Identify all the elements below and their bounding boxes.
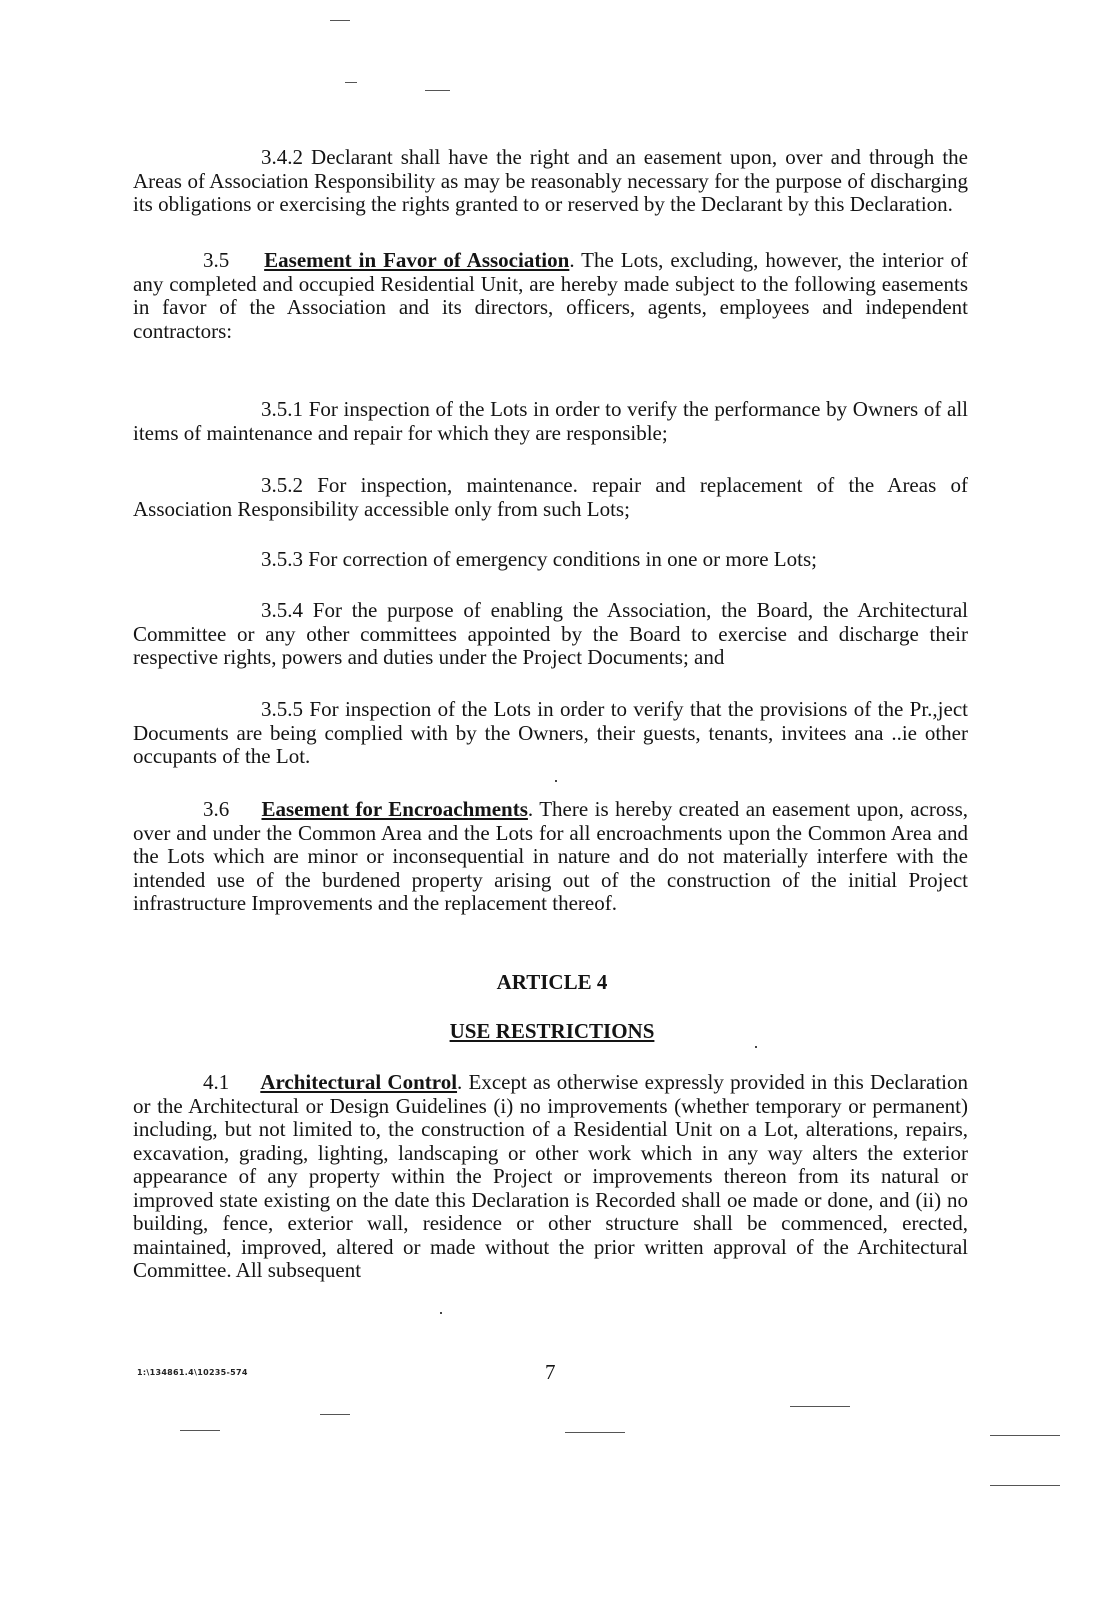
scan-artifact: [990, 1435, 1060, 1436]
section-body: . The Lots, excluding, however, the interior of any completed and occupied Residential Unit, are hereby made subject to the following easements in favor of the Association and its directors, officers, agents, employees and independent contractors:: [133, 248, 968, 343]
scan-artifact: [790, 1406, 850, 1407]
scan-artifact: [180, 1430, 220, 1431]
section-number: 3.5: [203, 248, 230, 272]
scan-artifact: [345, 82, 357, 83]
paragraph-3-5-2: 3.5.2 For inspection, maintenance. repair and replacement of the Areas of Association Responsibility accessible only from such Lots;: [133, 473, 968, 521]
scan-artifact: [330, 20, 350, 21]
scan-artifact: [755, 1046, 757, 1048]
paragraph-4-1: [133, 1071, 968, 1283]
article-title: ARTICLE 4: [496, 970, 608, 994]
paragraph-3-5-1: 3.5.1 For inspection of the Lots in order to verify the performance by Owners of all items of maintenance and repair for which they are responsible;: [133, 397, 968, 445]
section-body: . There is hereby created an easement upon, across, over and under the Common Area and the Lots for all encroachments upon the Common Area and the Lots which are minor or inconsequential in nature and do not materially interfere with the intended use of the burdened property arising out of the construction of the initial Project infrastructure Improvements and the replacement thereof.: [133, 797, 968, 915]
scan-artifact: [555, 780, 557, 782]
scan-artifact: [565, 1432, 625, 1433]
paragraph-3-5: [133, 249, 968, 343]
section-number: 3.6: [203, 797, 230, 821]
scan-artifact: [425, 90, 450, 91]
section-heading: Architectural Control: [260, 1070, 458, 1094]
scan-artifact: [320, 1414, 350, 1415]
scan-artifact: [440, 1312, 442, 1314]
paragraph-3-6: [133, 798, 968, 916]
paragraph-3-4-2: 3.4.2 Declarant shall have the right and an easement upon, over and through the Areas of Association Responsibility as may be reasonably necessary for the purpose of discharging its obligations or exercising the rights granted to or reserved by the Declarant by this Declaration.: [133, 145, 968, 216]
scan-artifact: [990, 1485, 1060, 1486]
section-heading: Easement for Encroachments: [261, 797, 528, 821]
page-number: 7: [545, 1360, 556, 1384]
section-number: 4.1: [203, 1070, 230, 1094]
paragraph-3-5-4: 3.5.4 For the purpose of enabling the Association, the Board, the Architectural Committee or any other committees appointed by the Board to exercise and discharge their respective rights, powers and duties under the Project Documents; and: [133, 598, 968, 669]
section-heading: Easement in Favor of Association: [264, 248, 570, 272]
section-body: . Except as otherwise expressly provided in this Declaration or the Architectural or Design Guidelines (i) no improvements (whether temporary or permanent) including, but not limited to, the construction of a Residential Unit on a Lot, alterations, repairs, excavation, grading, lighting, landscaping or other work which in any way alters the exterior appearance of any property within the Project or improvements thereon from its natural or improved state existing on the date this Declaration is Recorded shall oe made or done, and (ii) no building, fence, exterior wall, residence or other structure shall be commenced, erected, maintained, improved, altered or made without the prior written approval of the Architectural Committee. All subsequent: [133, 1070, 968, 1282]
article-subtitle: USE RESTRICTIONS: [449, 1019, 655, 1043]
paragraph-3-5-5: 3.5.5 For inspection of the Lots in order to verify that the provisions of the Pr.,ject Documents are being complied with by the Owners, their guests, tenants, invitees ana ..ie other occupants of the Lot.: [133, 697, 968, 768]
paragraph-3-5-3: 3.5.3 For correction of emergency conditions in one or more Lots;: [261, 547, 817, 571]
document-code: 1:\134861.4\10235-574: [137, 1368, 248, 1377]
